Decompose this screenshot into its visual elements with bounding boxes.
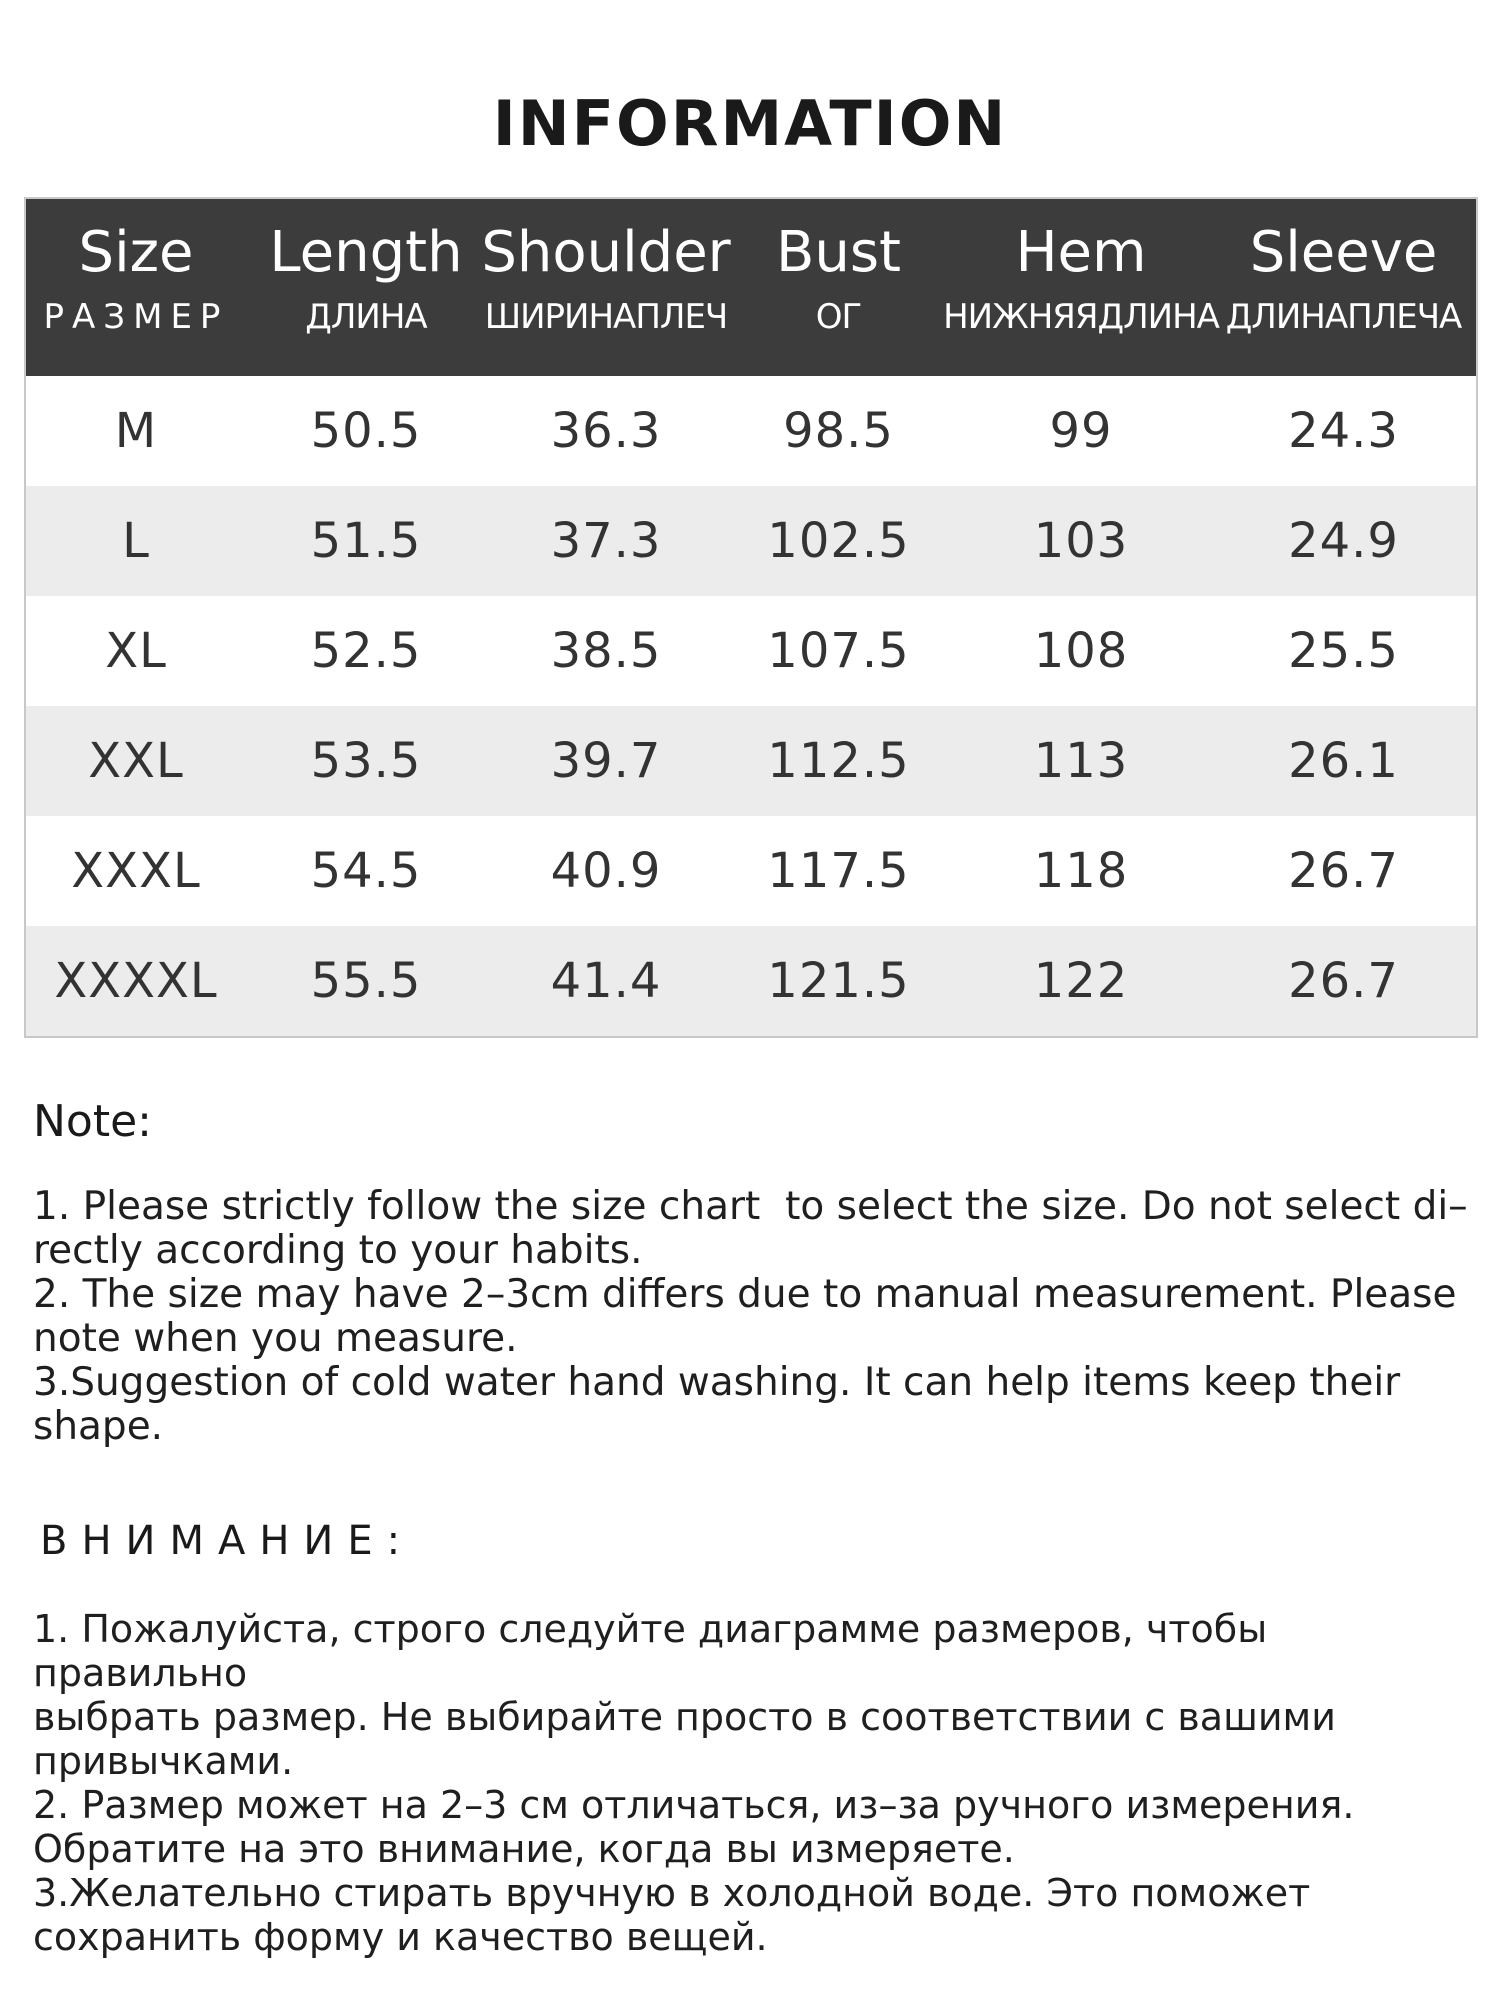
cell-shoulder: 39.7 (550, 733, 662, 789)
note-line: 2. The size may have 2–3cm differs due to manual measurement. Please (33, 1272, 1457, 1317)
cell-hem: 118 (1033, 843, 1129, 899)
ru-note-line: Обратите на это внимание, когда вы измеряете. (33, 1827, 1015, 1871)
cell-hem: 103 (1033, 513, 1129, 569)
header-label-ru: НИЖНЯЯДЛИНА (943, 297, 1219, 337)
table-row (26, 486, 1476, 596)
cell-sleeve: 26.1 (1288, 733, 1399, 789)
header-sleeve (1211, 199, 1476, 376)
cell-hem: 99 (1049, 403, 1113, 459)
cell-bust: 121.5 (767, 953, 910, 1009)
cell-size: XL (105, 623, 167, 679)
header-label-ru: ОГ (815, 297, 862, 337)
note-text (33, 1185, 1473, 1449)
ru-note-line: выбрать размер. Не выбирайте просто в соответствии с вашими (33, 1695, 1336, 1739)
size-chart-table (24, 197, 1478, 1038)
header-label-ru: ШИРИНАПЛЕЧ (484, 297, 728, 337)
cell-shoulder: 38.5 (550, 623, 662, 679)
header-size (26, 199, 246, 376)
page-title: INFORMATION (492, 87, 1008, 160)
cell-size: M (114, 403, 158, 459)
cell-size: L (122, 513, 150, 569)
cell-sleeve: 26.7 (1288, 843, 1399, 899)
ru-note-line: сохранить форму и качество вещей. (33, 1915, 768, 1959)
cell-length: 52.5 (310, 623, 422, 679)
cell-sleeve: 25.5 (1288, 623, 1399, 679)
header-hem (943, 199, 1219, 376)
note-line: note when you measure. (33, 1316, 518, 1361)
ru-note-line: 3.Желательно стирать вручную в холодной воде. Это поможет (33, 1871, 1311, 1915)
header-label-en: Shoulder (481, 220, 731, 285)
table-row (26, 706, 1476, 816)
header-label-en: Length (269, 220, 463, 285)
ru-note-text (33, 1607, 1478, 1959)
cell-shoulder: 36.3 (550, 403, 662, 459)
cell-length: 55.5 (310, 953, 422, 1009)
ru-note-heading: ВНИМАНИЕ: (40, 1518, 415, 1564)
table-row (26, 926, 1476, 1036)
cell-sleeve: 24.9 (1288, 513, 1399, 569)
note-line: rectly according to your habits. (33, 1228, 643, 1273)
note-heading: Note: (33, 1096, 152, 1147)
header-label-en: Bust (775, 220, 902, 285)
header-label-en: Size (78, 220, 194, 285)
header-label-ru: РАЗМЕР (43, 297, 229, 337)
cell-shoulder: 40.9 (550, 843, 662, 899)
cell-hem: 113 (1033, 733, 1129, 789)
header-shoulder (481, 199, 731, 376)
header-label-en: Hem (1015, 220, 1147, 285)
cell-bust: 117.5 (767, 843, 910, 899)
cell-length: 51.5 (310, 513, 422, 569)
header-length (246, 199, 486, 376)
cell-shoulder: 41.4 (550, 953, 662, 1009)
header-bust (726, 199, 951, 376)
table-header (26, 199, 1476, 376)
cell-bust: 102.5 (767, 513, 910, 569)
ru-note-line: 1. Пожалуйста, строго следуйте диаграмме размеров, чтобы правильно (33, 1607, 1280, 1695)
cell-sleeve: 24.3 (1288, 403, 1399, 459)
cell-length: 53.5 (310, 733, 422, 789)
table-row (26, 596, 1476, 706)
cell-sleeve: 26.7 (1288, 953, 1399, 1009)
table-row (26, 816, 1476, 926)
header-label-ru: ДЛИНА (305, 297, 427, 337)
ru-note-line: привычками. (33, 1739, 294, 1783)
cell-bust: 107.5 (767, 623, 910, 679)
cell-size: XXXXL (54, 953, 218, 1009)
note-line: 1. Please strictly follow the size chart to select the size. Do not select di– (33, 1184, 1468, 1229)
cell-length: 54.5 (310, 843, 422, 899)
cell-hem: 122 (1033, 953, 1129, 1009)
ru-note-line: 2. Размер может на 2–3 см отличаться, из–за ручного измерения. (33, 1783, 1355, 1827)
cell-size: XXXL (71, 843, 201, 899)
header-label-en: Sleeve (1249, 220, 1438, 285)
note-line: 3.Suggestion of cold water hand washing. It can help items keep their (33, 1360, 1401, 1405)
cell-size: XXL (88, 733, 184, 789)
note-line: shape. (33, 1404, 164, 1449)
cell-bust: 112.5 (767, 733, 910, 789)
header-label-ru: ДЛИНАПЛЕЧА (1225, 297, 1462, 337)
table-row (26, 376, 1476, 486)
cell-bust: 98.5 (783, 403, 894, 459)
cell-hem: 108 (1033, 623, 1129, 679)
cell-length: 50.5 (310, 403, 422, 459)
cell-shoulder: 37.3 (550, 513, 662, 569)
